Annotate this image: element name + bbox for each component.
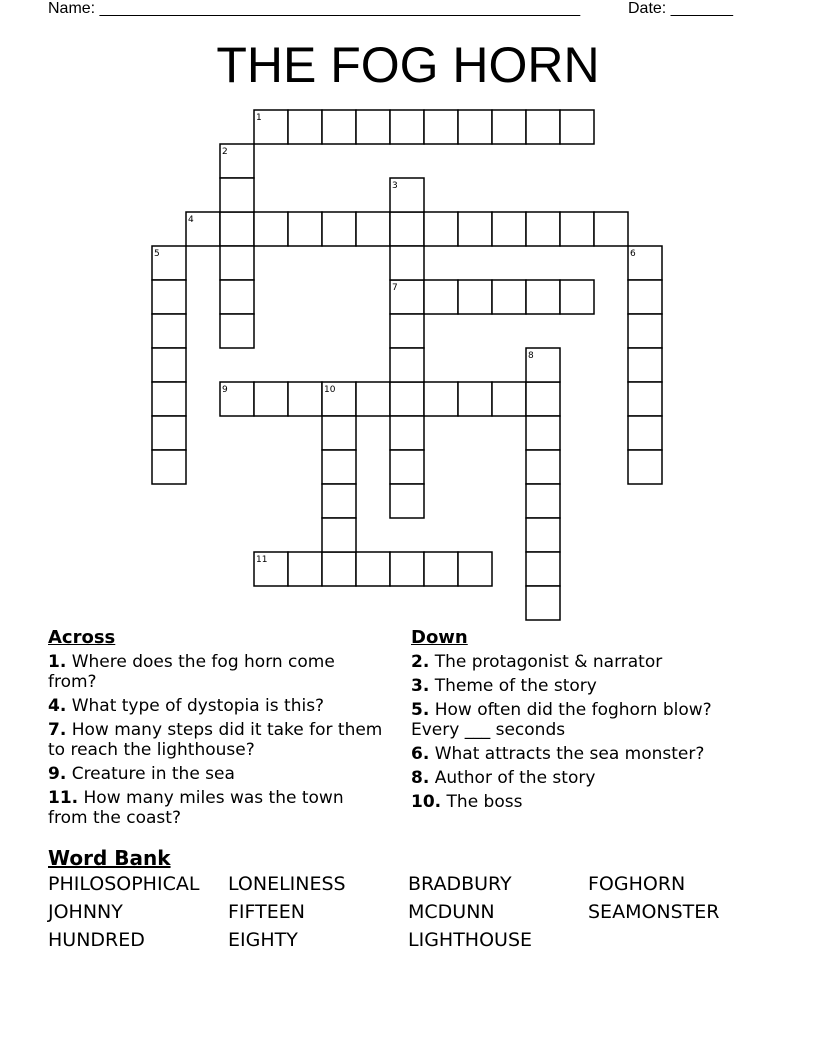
grid-cell[interactable] — [152, 416, 186, 450]
clue-number: 10 — [324, 385, 336, 395]
clue-number: 5 — [154, 249, 160, 259]
down-clues — [411, 628, 751, 816]
word-bank-item: LIGHTHOUSE — [408, 929, 533, 951]
clue-text: How many miles was the town from the coast? — [48, 788, 344, 828]
grid-cell[interactable] — [254, 212, 288, 246]
clue-text: The protagonist & narrator — [429, 652, 663, 672]
down-clue — [411, 652, 751, 672]
grid-cell[interactable] — [322, 484, 356, 518]
grid-cell[interactable] — [526, 382, 560, 416]
clue-text: Where does the fog horn come from? — [48, 652, 335, 692]
word-bank-item: LONELINESS — [228, 873, 346, 895]
clue-number: 4 — [188, 215, 194, 225]
grid-cell[interactable] — [458, 280, 492, 314]
grid-cell[interactable] — [288, 110, 322, 144]
clue-number: 3 — [392, 181, 398, 191]
clue-text: The boss — [441, 792, 523, 812]
grid-cell[interactable] — [390, 348, 424, 382]
word-bank-item: EIGHTY — [228, 929, 298, 951]
grid-cell[interactable] — [390, 552, 424, 586]
word-bank-item: FIFTEEN — [228, 901, 305, 923]
grid-cell[interactable] — [220, 178, 254, 212]
grid-cell[interactable] — [220, 314, 254, 348]
grid-cell[interactable] — [526, 518, 560, 552]
grid-cell[interactable] — [220, 212, 254, 246]
clue-number-label: 2. — [411, 652, 430, 672]
clue-number-label: 10. — [411, 792, 442, 812]
grid-cell[interactable] — [526, 552, 560, 586]
grid-cell[interactable] — [322, 416, 356, 450]
across-clue — [48, 788, 388, 828]
clue-text: What type of dystopia is this? — [66, 696, 325, 716]
grid-cell[interactable] — [492, 110, 526, 144]
word-bank-heading: Word Bank — [48, 846, 171, 870]
grid-cell[interactable] — [390, 110, 424, 144]
grid-cell[interactable] — [390, 212, 424, 246]
grid-cell[interactable] — [492, 212, 526, 246]
clue-text: Theme of the story — [429, 676, 597, 696]
clue-number-label: 3. — [411, 676, 430, 696]
clue-text: How many steps did it take for them to reach the lighthouse? — [48, 720, 383, 760]
grid-cell[interactable] — [526, 484, 560, 518]
grid-cell[interactable] — [322, 518, 356, 552]
clue-number: 11 — [256, 555, 268, 565]
down-clue — [411, 676, 751, 696]
grid-cell[interactable] — [152, 348, 186, 382]
grid-cell[interactable] — [220, 280, 254, 314]
down-heading: Down — [411, 627, 468, 648]
across-heading: Across — [48, 627, 116, 648]
word-bank-item: HUNDRED — [48, 929, 145, 951]
clue-text: Creature in the sea — [66, 764, 235, 784]
grid-cell[interactable] — [390, 246, 424, 280]
clue-number: 2 — [222, 147, 228, 157]
grid-cell[interactable] — [390, 450, 424, 484]
clue-number: 7 — [392, 283, 398, 293]
grid-cell[interactable] — [152, 314, 186, 348]
word-bank-item: JOHNNY — [48, 901, 123, 923]
grid-cell[interactable] — [628, 450, 662, 484]
puzzle-title: THE FOG HORN — [216, 37, 600, 93]
grid-cell[interactable] — [390, 416, 424, 450]
grid-cell[interactable] — [152, 280, 186, 314]
clue-number-label: 7. — [48, 720, 67, 740]
grid-cell[interactable] — [152, 450, 186, 484]
across-clue — [48, 652, 388, 692]
grid-cell[interactable] — [526, 450, 560, 484]
grid-cell[interactable] — [356, 212, 390, 246]
down-clue — [411, 700, 751, 740]
across-clue — [48, 720, 388, 760]
grid-cell[interactable] — [390, 314, 424, 348]
grid-cell[interactable] — [628, 348, 662, 382]
date-field-label: Date: _______ — [628, 0, 733, 17]
grid-cell[interactable] — [254, 382, 288, 416]
grid-cell[interactable] — [458, 110, 492, 144]
across-clue — [48, 696, 388, 716]
grid-cell[interactable] — [424, 212, 458, 246]
name-field-label: Name: ______________________________________________________ — [48, 0, 581, 17]
word-bank — [48, 874, 768, 950]
grid-cell[interactable] — [560, 212, 594, 246]
clue-number-label: 4. — [48, 696, 67, 716]
grid-cell[interactable] — [628, 280, 662, 314]
word-bank-item: MCDUNN — [408, 901, 495, 923]
across-clue — [48, 764, 388, 784]
clue-text: Author of the story — [429, 768, 596, 788]
grid-cell[interactable] — [424, 110, 458, 144]
grid-cell[interactable] — [628, 382, 662, 416]
clue-number-label: 11. — [48, 788, 79, 808]
grid-cell[interactable] — [526, 110, 560, 144]
grid-cell[interactable] — [424, 382, 458, 416]
grid-cell[interactable] — [458, 212, 492, 246]
clue-number-label: 8. — [411, 768, 430, 788]
grid-cell[interactable] — [288, 552, 322, 586]
grid-cell[interactable] — [628, 416, 662, 450]
grid-cell[interactable] — [288, 382, 322, 416]
grid-cell[interactable] — [424, 552, 458, 586]
grid-cell[interactable] — [560, 280, 594, 314]
clue-number: 1 — [256, 113, 262, 123]
clue-number-label: 6. — [411, 744, 430, 764]
grid-cell[interactable] — [356, 552, 390, 586]
grid-cell[interactable] — [390, 484, 424, 518]
grid-cell[interactable] — [526, 416, 560, 450]
down-clue — [411, 768, 751, 788]
grid-cell[interactable] — [628, 314, 662, 348]
clue-text: How often did the foghorn blow? Every ___ seconds — [411, 700, 712, 740]
grid-cell[interactable] — [526, 586, 560, 620]
clue-number-label: 1. — [48, 652, 67, 672]
grid-cell[interactable] — [322, 212, 356, 246]
grid-cell[interactable] — [322, 552, 356, 586]
clue-number: 8 — [528, 351, 534, 361]
grid-cell[interactable] — [492, 382, 526, 416]
grid-cell[interactable] — [560, 110, 594, 144]
grid-cell[interactable] — [356, 382, 390, 416]
clue-number: 6 — [630, 249, 636, 259]
grid-cell[interactable] — [322, 450, 356, 484]
word-bank-item: SEAMONSTER — [588, 901, 720, 923]
grid-cell[interactable] — [220, 246, 254, 280]
grid-cell[interactable] — [390, 382, 424, 416]
grid-cell[interactable] — [458, 552, 492, 586]
word-bank-item: PHILOSOPHICAL — [48, 873, 200, 895]
word-bank-item: FOGHORN — [588, 873, 686, 895]
clue-number-label: 5. — [411, 700, 430, 720]
word-bank-item: BRADBURY — [408, 873, 512, 895]
grid-cell[interactable] — [288, 212, 322, 246]
grid-cell[interactable] — [152, 382, 186, 416]
grid-cell[interactable] — [526, 212, 560, 246]
clue-number-label: 9. — [48, 764, 67, 784]
grid-cell[interactable] — [526, 280, 560, 314]
across-clues — [48, 628, 388, 832]
grid-cell[interactable] — [356, 110, 390, 144]
grid-cell[interactable] — [322, 110, 356, 144]
grid-cell[interactable] — [594, 212, 628, 246]
grid-cell[interactable] — [458, 382, 492, 416]
grid-cell[interactable] — [492, 280, 526, 314]
down-clue — [411, 744, 751, 764]
clue-number: 9 — [222, 385, 228, 395]
clue-text: What attracts the sea monster? — [429, 744, 705, 764]
grid-cell[interactable] — [424, 280, 458, 314]
down-clue — [411, 792, 751, 812]
